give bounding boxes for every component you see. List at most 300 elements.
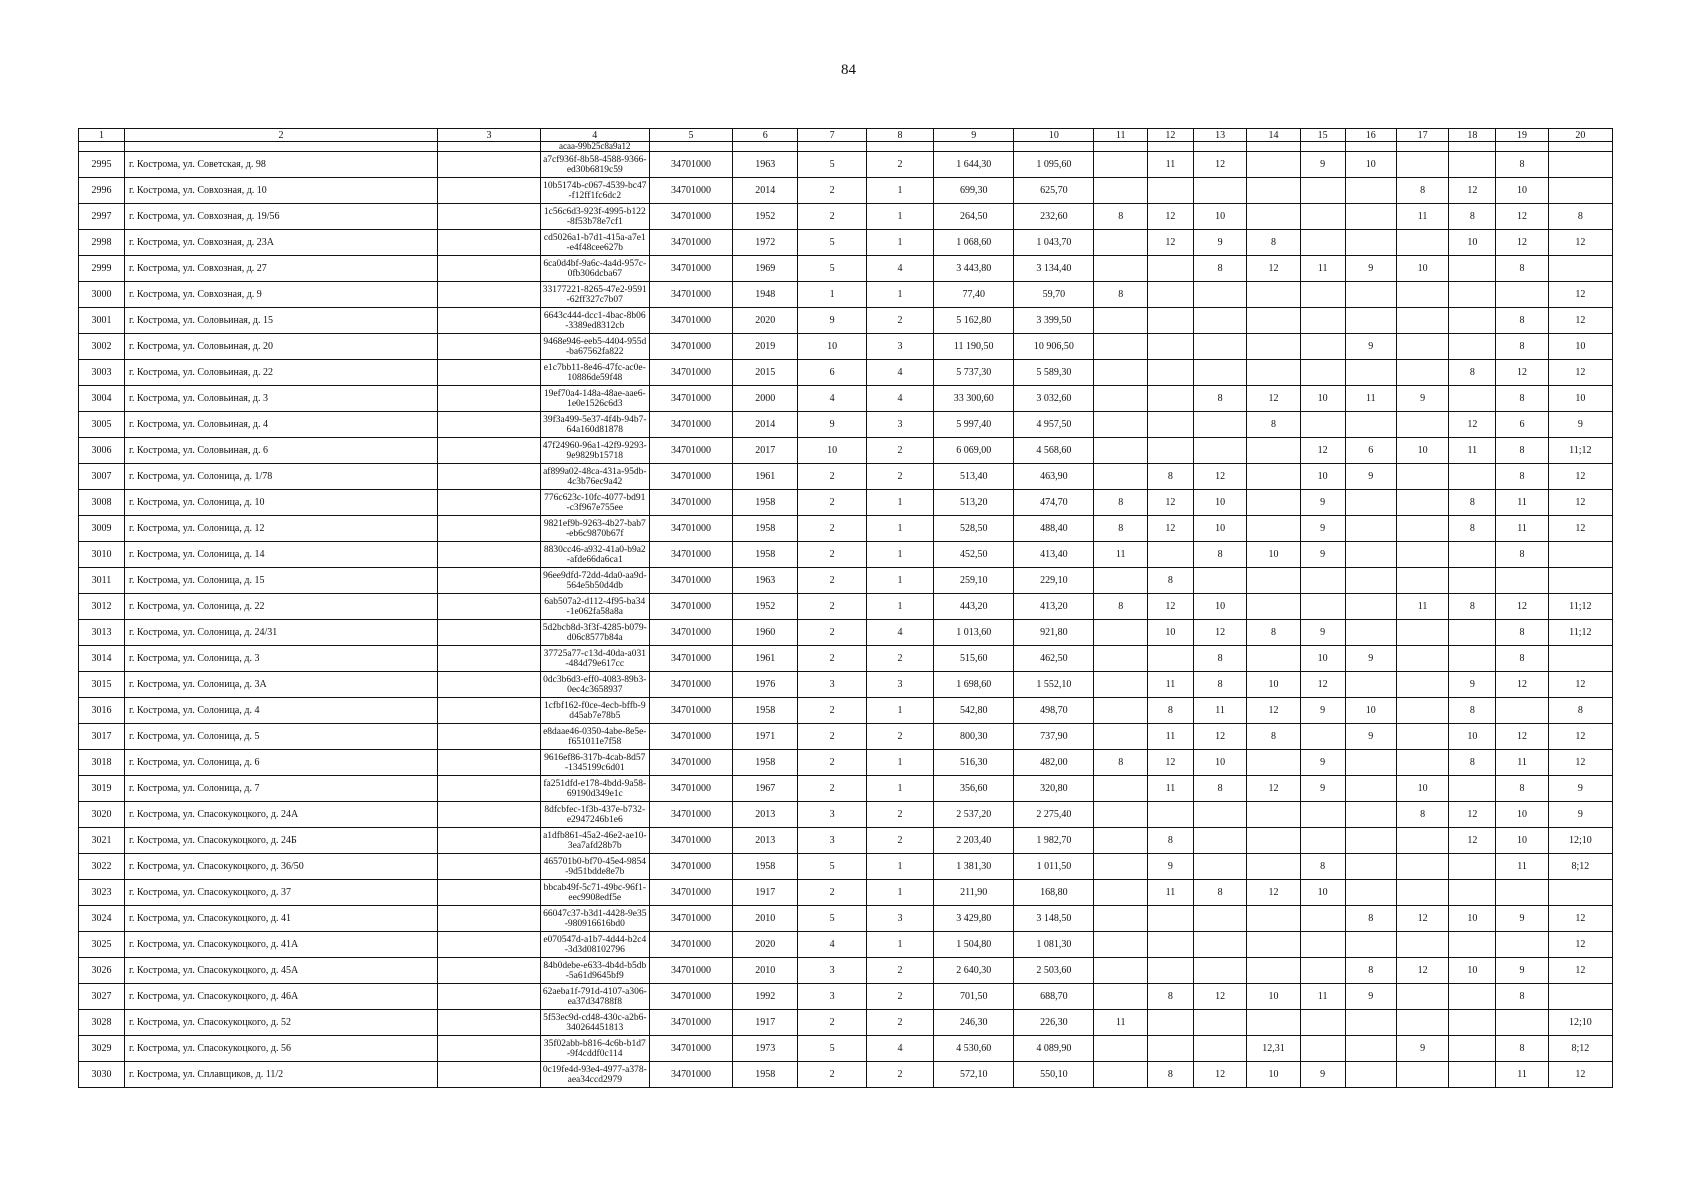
c13 xyxy=(1193,308,1246,334)
year-cell: 1967 xyxy=(733,776,798,802)
c14: 10 xyxy=(1247,542,1300,568)
col3-cell xyxy=(438,880,541,906)
c13: 8 xyxy=(1193,880,1246,906)
c17: 12 xyxy=(1396,958,1448,984)
c11 xyxy=(1094,256,1147,282)
c19: 8 xyxy=(1496,334,1548,360)
c11 xyxy=(1094,646,1147,672)
oktmo-cell: 34701000 xyxy=(649,932,732,958)
living-area-cell: 1 011,50 xyxy=(1014,854,1094,880)
c13 xyxy=(1193,360,1246,386)
entrances-cell: 2 xyxy=(866,438,933,464)
row-number: 3018 xyxy=(79,750,125,776)
column-header-14: 14 xyxy=(1247,129,1300,142)
c18 xyxy=(1449,464,1496,490)
c18 xyxy=(1449,1010,1496,1036)
c14: 8 xyxy=(1247,724,1300,750)
column-header-7: 7 xyxy=(798,129,866,142)
c14 xyxy=(1247,516,1300,542)
oktmo-cell: 34701000 xyxy=(649,360,732,386)
floors-cell: 2 xyxy=(798,1010,866,1036)
c19: 6 xyxy=(1496,412,1548,438)
table-row xyxy=(79,1062,1613,1088)
table-row xyxy=(79,594,1613,620)
total-area-cell: 572,10 xyxy=(934,1062,1014,1088)
c15: 9 xyxy=(1300,1062,1345,1088)
c17 xyxy=(1396,464,1448,490)
c18 xyxy=(1449,282,1496,308)
c16: 9 xyxy=(1345,334,1396,360)
floors-cell: 3 xyxy=(798,672,866,698)
continuation-cell xyxy=(79,142,125,152)
c19: 8 xyxy=(1496,308,1548,334)
c20: 10 xyxy=(1548,334,1612,360)
c17: 9 xyxy=(1396,1036,1448,1062)
c12 xyxy=(1147,178,1193,204)
floors-cell: 3 xyxy=(798,984,866,1010)
guid-cell: 465701b0-bf70-45e4-9854-9d51bdde8e7b xyxy=(540,854,649,880)
total-area-cell: 211,90 xyxy=(934,880,1014,906)
year-cell: 1973 xyxy=(733,1036,798,1062)
c16 xyxy=(1345,672,1396,698)
c14: 12 xyxy=(1247,386,1300,412)
living-area-cell: 737,90 xyxy=(1014,724,1094,750)
oktmo-cell: 34701000 xyxy=(649,958,732,984)
table-row xyxy=(79,360,1613,386)
year-cell: 2017 xyxy=(733,438,798,464)
year-cell: 2013 xyxy=(733,828,798,854)
address-cell: г. Кострома, ул. Соловьиная, д. 3 xyxy=(124,386,437,412)
c12: 8 xyxy=(1147,984,1193,1010)
entrances-cell: 1 xyxy=(866,698,933,724)
c18: 12 xyxy=(1449,412,1496,438)
c15 xyxy=(1300,1036,1345,1062)
c12 xyxy=(1147,958,1193,984)
row-number: 3005 xyxy=(79,412,125,438)
total-area-cell: 542,80 xyxy=(934,698,1014,724)
c18: 8 xyxy=(1449,516,1496,542)
row-number: 2998 xyxy=(79,230,125,256)
c20: 9 xyxy=(1548,802,1612,828)
c18 xyxy=(1449,932,1496,958)
row-number: 3001 xyxy=(79,308,125,334)
entrances-cell: 2 xyxy=(866,802,933,828)
oktmo-cell: 34701000 xyxy=(649,828,732,854)
col3-cell xyxy=(438,334,541,360)
total-area-cell: 516,30 xyxy=(934,750,1014,776)
oktmo-cell: 34701000 xyxy=(649,802,732,828)
total-area-cell: 515,60 xyxy=(934,646,1014,672)
guid-cell: 47f24960-96a1-42f9-9293-9e9829b15718 xyxy=(540,438,649,464)
c20: 8 xyxy=(1548,204,1612,230)
living-area-cell: 229,10 xyxy=(1014,568,1094,594)
address-cell: г. Кострома, ул. Спасокукоцкого, д. 24Б xyxy=(124,828,437,854)
c16: 11 xyxy=(1345,386,1396,412)
c14: 10 xyxy=(1247,672,1300,698)
total-area-cell: 6 069,00 xyxy=(934,438,1014,464)
continuation-cell xyxy=(934,142,1014,152)
table-row xyxy=(79,204,1613,230)
guid-cell: 776c623c-10fc-4077-bd91-c3f967e755ee xyxy=(540,490,649,516)
table-row xyxy=(79,828,1613,854)
oktmo-cell: 34701000 xyxy=(649,906,732,932)
c14 xyxy=(1247,334,1300,360)
c11 xyxy=(1094,230,1147,256)
total-area-cell: 4 530,60 xyxy=(934,1036,1014,1062)
row-number: 3002 xyxy=(79,334,125,360)
row-number: 3020 xyxy=(79,802,125,828)
col3-cell xyxy=(438,828,541,854)
col3-cell xyxy=(438,386,541,412)
housing-register-table xyxy=(78,128,1613,1088)
year-cell: 2020 xyxy=(733,932,798,958)
guid-cell: 10b5174b-c067-4539-bc47-f12ff1fc6dc2 xyxy=(540,178,649,204)
c13: 12 xyxy=(1193,464,1246,490)
c16 xyxy=(1345,412,1396,438)
address-cell: г. Кострома, ул. Солоница, д. 10 xyxy=(124,490,437,516)
year-cell: 2010 xyxy=(733,958,798,984)
c19 xyxy=(1496,932,1548,958)
row-number: 3008 xyxy=(79,490,125,516)
c11 xyxy=(1094,958,1147,984)
c18 xyxy=(1449,646,1496,672)
row-number: 2996 xyxy=(79,178,125,204)
column-header-17: 17 xyxy=(1396,129,1448,142)
c15: 9 xyxy=(1300,698,1345,724)
c17 xyxy=(1396,724,1448,750)
c12: 8 xyxy=(1147,464,1193,490)
c14 xyxy=(1247,802,1300,828)
total-area-cell: 800,30 xyxy=(934,724,1014,750)
c17: 8 xyxy=(1396,178,1448,204)
row-number: 3012 xyxy=(79,594,125,620)
floors-cell: 10 xyxy=(798,438,866,464)
continuation-cell xyxy=(1496,142,1548,152)
continuation-cell xyxy=(1147,142,1193,152)
table-row xyxy=(79,932,1613,958)
year-cell: 1971 xyxy=(733,724,798,750)
c16 xyxy=(1345,854,1396,880)
floors-cell: 5 xyxy=(798,1036,866,1062)
total-area-cell: 33 300,60 xyxy=(934,386,1014,412)
c17 xyxy=(1396,1062,1448,1088)
continuation-cell xyxy=(1193,142,1246,152)
c15 xyxy=(1300,412,1345,438)
c18: 8 xyxy=(1449,204,1496,230)
c11: 11 xyxy=(1094,542,1147,568)
c13 xyxy=(1193,932,1246,958)
address-cell: г. Кострома, ул. Солоница, д. 12 xyxy=(124,516,437,542)
c20: 9 xyxy=(1548,776,1612,802)
col3-cell xyxy=(438,1062,541,1088)
address-cell: г. Кострома, ул. Соловьиная, д. 22 xyxy=(124,360,437,386)
year-cell: 1952 xyxy=(733,204,798,230)
c11: 11 xyxy=(1094,1010,1147,1036)
oktmo-cell: 34701000 xyxy=(649,594,732,620)
c17 xyxy=(1396,620,1448,646)
living-area-cell: 3 148,50 xyxy=(1014,906,1094,932)
row-number: 3015 xyxy=(79,672,125,698)
guid-cell: 35f02abb-b816-4c6b-b1d7-9f4cddf0c114 xyxy=(540,1036,649,1062)
c17: 8 xyxy=(1396,802,1448,828)
c20: 12 xyxy=(1548,750,1612,776)
year-cell: 1960 xyxy=(733,620,798,646)
oktmo-cell: 34701000 xyxy=(649,646,732,672)
living-area-cell: 59,70 xyxy=(1014,282,1094,308)
c19: 8 xyxy=(1496,646,1548,672)
c14: 10 xyxy=(1247,984,1300,1010)
c15 xyxy=(1300,178,1345,204)
column-header-16: 16 xyxy=(1345,129,1396,142)
living-area-cell: 482,00 xyxy=(1014,750,1094,776)
c11 xyxy=(1094,880,1147,906)
entrances-cell: 1 xyxy=(866,932,933,958)
guid-cell: 9616ef86-317b-4cab-8d57-1345199c6d01 xyxy=(540,750,649,776)
c17: 12 xyxy=(1396,906,1448,932)
oktmo-cell: 34701000 xyxy=(649,672,732,698)
column-header-5: 5 xyxy=(649,129,732,142)
c18 xyxy=(1449,308,1496,334)
continuation-row xyxy=(79,142,1613,152)
c13 xyxy=(1193,854,1246,880)
continuation-cell xyxy=(1396,142,1448,152)
year-cell: 1917 xyxy=(733,880,798,906)
oktmo-cell: 34701000 xyxy=(649,516,732,542)
guid-cell: a1dfb861-45a2-46e2-ae10-3ea7afd28b7b xyxy=(540,828,649,854)
c15: 12 xyxy=(1300,672,1345,698)
year-cell: 1958 xyxy=(733,1062,798,1088)
column-header-18: 18 xyxy=(1449,129,1496,142)
c12 xyxy=(1147,542,1193,568)
c11 xyxy=(1094,178,1147,204)
continuation-cell xyxy=(733,142,798,152)
year-cell: 2015 xyxy=(733,360,798,386)
c12 xyxy=(1147,646,1193,672)
col3-cell xyxy=(438,620,541,646)
continuation-cell xyxy=(649,142,732,152)
floors-cell: 5 xyxy=(798,230,866,256)
floors-cell: 2 xyxy=(798,646,866,672)
c18 xyxy=(1449,620,1496,646)
column-header-8: 8 xyxy=(866,129,933,142)
c13 xyxy=(1193,906,1246,932)
c18 xyxy=(1449,1062,1496,1088)
c17: 11 xyxy=(1396,204,1448,230)
col3-cell xyxy=(438,152,541,178)
table-row xyxy=(79,724,1613,750)
table-row xyxy=(79,178,1613,204)
c13: 12 xyxy=(1193,620,1246,646)
row-number: 3006 xyxy=(79,438,125,464)
floors-cell: 2 xyxy=(798,698,866,724)
c17 xyxy=(1396,412,1448,438)
c16 xyxy=(1345,308,1396,334)
c16 xyxy=(1345,750,1396,776)
c17: 10 xyxy=(1396,776,1448,802)
col3-cell xyxy=(438,308,541,334)
c20 xyxy=(1548,256,1612,282)
c15 xyxy=(1300,308,1345,334)
total-area-cell: 3 443,80 xyxy=(934,256,1014,282)
c17 xyxy=(1396,646,1448,672)
living-area-cell: 1 552,10 xyxy=(1014,672,1094,698)
c11 xyxy=(1094,724,1147,750)
total-area-cell: 11 190,50 xyxy=(934,334,1014,360)
c12 xyxy=(1147,412,1193,438)
c19: 8 xyxy=(1496,1036,1548,1062)
row-number: 3026 xyxy=(79,958,125,984)
c12: 8 xyxy=(1147,1062,1193,1088)
year-cell: 1992 xyxy=(733,984,798,1010)
total-area-cell: 2 640,30 xyxy=(934,958,1014,984)
c14 xyxy=(1247,490,1300,516)
c18: 12 xyxy=(1449,828,1496,854)
entrances-cell: 1 xyxy=(866,568,933,594)
oktmo-cell: 34701000 xyxy=(649,750,732,776)
c13 xyxy=(1193,958,1246,984)
total-area-cell: 259,10 xyxy=(934,568,1014,594)
table-row xyxy=(79,854,1613,880)
year-cell: 1948 xyxy=(733,282,798,308)
c20 xyxy=(1548,542,1612,568)
address-cell: г. Кострома, ул. Спасокукоцкого, д. 45А xyxy=(124,958,437,984)
table-row xyxy=(79,282,1613,308)
c13: 12 xyxy=(1193,1062,1246,1088)
c19: 8 xyxy=(1496,542,1548,568)
table-row xyxy=(79,1036,1613,1062)
c11 xyxy=(1094,1062,1147,1088)
c18: 9 xyxy=(1449,672,1496,698)
c11: 8 xyxy=(1094,282,1147,308)
c11 xyxy=(1094,906,1147,932)
c14 xyxy=(1247,282,1300,308)
c20: 12;10 xyxy=(1548,1010,1612,1036)
row-number: 3027 xyxy=(79,984,125,1010)
c14: 12 xyxy=(1247,698,1300,724)
guid-cell: 0c19fe4d-93e4-4977-a378-aea34ccd2979 xyxy=(540,1062,649,1088)
total-area-cell: 5 162,80 xyxy=(934,308,1014,334)
table-row xyxy=(79,906,1613,932)
c12: 11 xyxy=(1147,152,1193,178)
continuation-cell xyxy=(124,142,437,152)
column-header-2: 2 xyxy=(124,129,437,142)
c12: 12 xyxy=(1147,204,1193,230)
c16: 9 xyxy=(1345,984,1396,1010)
guid-cell: 62aeba1f-791d-4107-a306-ea37d34788f8 xyxy=(540,984,649,1010)
c11 xyxy=(1094,360,1147,386)
oktmo-cell: 34701000 xyxy=(649,880,732,906)
guid-cell: 9468e946-eeb5-4404-955d-ba67562fa822 xyxy=(540,334,649,360)
living-area-cell: 4 568,60 xyxy=(1014,438,1094,464)
c18 xyxy=(1449,568,1496,594)
entrances-cell: 1 xyxy=(866,204,933,230)
living-area-cell: 1 081,30 xyxy=(1014,932,1094,958)
c15 xyxy=(1300,334,1345,360)
c11 xyxy=(1094,438,1147,464)
address-cell: г. Кострома, ул. Солоница, д. 3 xyxy=(124,646,437,672)
table-row xyxy=(79,516,1613,542)
total-area-cell: 513,20 xyxy=(934,490,1014,516)
c14: 8 xyxy=(1247,620,1300,646)
address-cell: г. Кострома, ул. Солоница, д. 15 xyxy=(124,568,437,594)
guid-cell: 9821ef9b-9263-4b27-bab7-eb6c9870b67f xyxy=(540,516,649,542)
guid-cell: bbcab49f-5c71-49bc-96f1-eec9908edf5e xyxy=(540,880,649,906)
col3-cell xyxy=(438,282,541,308)
floors-cell: 4 xyxy=(798,386,866,412)
row-number: 3003 xyxy=(79,360,125,386)
c18: 10 xyxy=(1449,958,1496,984)
table-row xyxy=(79,698,1613,724)
floors-cell: 9 xyxy=(798,412,866,438)
guid-cell: 33177221-8265-47e2-9591-62ff327c7b07 xyxy=(540,282,649,308)
row-number: 3010 xyxy=(79,542,125,568)
guid-cell: 6ab507a2-d112-4f95-ba34-1e062fa58a8a xyxy=(540,594,649,620)
c17 xyxy=(1396,828,1448,854)
col3-cell xyxy=(438,750,541,776)
c19: 9 xyxy=(1496,906,1548,932)
c16 xyxy=(1345,490,1396,516)
c15: 9 xyxy=(1300,490,1345,516)
c17 xyxy=(1396,282,1448,308)
continuation-cell xyxy=(1449,142,1496,152)
oktmo-cell: 34701000 xyxy=(649,620,732,646)
c15 xyxy=(1300,594,1345,620)
c11 xyxy=(1094,776,1147,802)
total-area-cell: 513,40 xyxy=(934,464,1014,490)
c13: 12 xyxy=(1193,984,1246,1010)
c15 xyxy=(1300,906,1345,932)
oktmo-cell: 34701000 xyxy=(649,464,732,490)
living-area-cell: 1 095,60 xyxy=(1014,152,1094,178)
c12: 8 xyxy=(1147,828,1193,854)
continuation-cell xyxy=(798,142,866,152)
c19: 8 xyxy=(1496,386,1548,412)
table-row xyxy=(79,256,1613,282)
c12 xyxy=(1147,1036,1193,1062)
living-area-cell: 226,30 xyxy=(1014,1010,1094,1036)
guid-cell: 39f3a499-5e37-4f4b-94b7-64a160d81878 xyxy=(540,412,649,438)
c17 xyxy=(1396,984,1448,1010)
c20: 12 xyxy=(1548,932,1612,958)
guid-cell: 96ee9dfd-72dd-4da0-aa9d-564e5b50d4db xyxy=(540,568,649,594)
oktmo-cell: 34701000 xyxy=(649,698,732,724)
total-area-cell: 443,20 xyxy=(934,594,1014,620)
year-cell: 1958 xyxy=(733,490,798,516)
year-cell: 2020 xyxy=(733,308,798,334)
c19: 12 xyxy=(1496,204,1548,230)
c11 xyxy=(1094,386,1147,412)
c20 xyxy=(1548,646,1612,672)
total-area-cell: 264,50 xyxy=(934,204,1014,230)
c19: 12 xyxy=(1496,594,1548,620)
entrances-cell: 2 xyxy=(866,308,933,334)
c20: 12 xyxy=(1548,490,1612,516)
continuation-cell xyxy=(1345,142,1396,152)
floors-cell: 2 xyxy=(798,542,866,568)
column-header-11: 11 xyxy=(1094,129,1147,142)
c17 xyxy=(1396,490,1448,516)
guid-cell: a7cf936f-8b58-4588-9366-ed30b6819c59 xyxy=(540,152,649,178)
c15: 10 xyxy=(1300,646,1345,672)
c20 xyxy=(1548,984,1612,1010)
guid-cell: 8830cc46-a932-41a0-b9a2-afde66da6ca1 xyxy=(540,542,649,568)
c16 xyxy=(1345,620,1396,646)
guid-cell: e8daae46-0350-4abe-8e5e-f651011e7f58 xyxy=(540,724,649,750)
guid-cell: e070547d-a1b7-4d44-b2c4-3d3d08102796 xyxy=(540,932,649,958)
guid-cell: 37725a77-c13d-40da-a031-484d79e617cc xyxy=(540,646,649,672)
entrances-cell: 2 xyxy=(866,646,933,672)
continuation-cell xyxy=(1094,142,1147,152)
